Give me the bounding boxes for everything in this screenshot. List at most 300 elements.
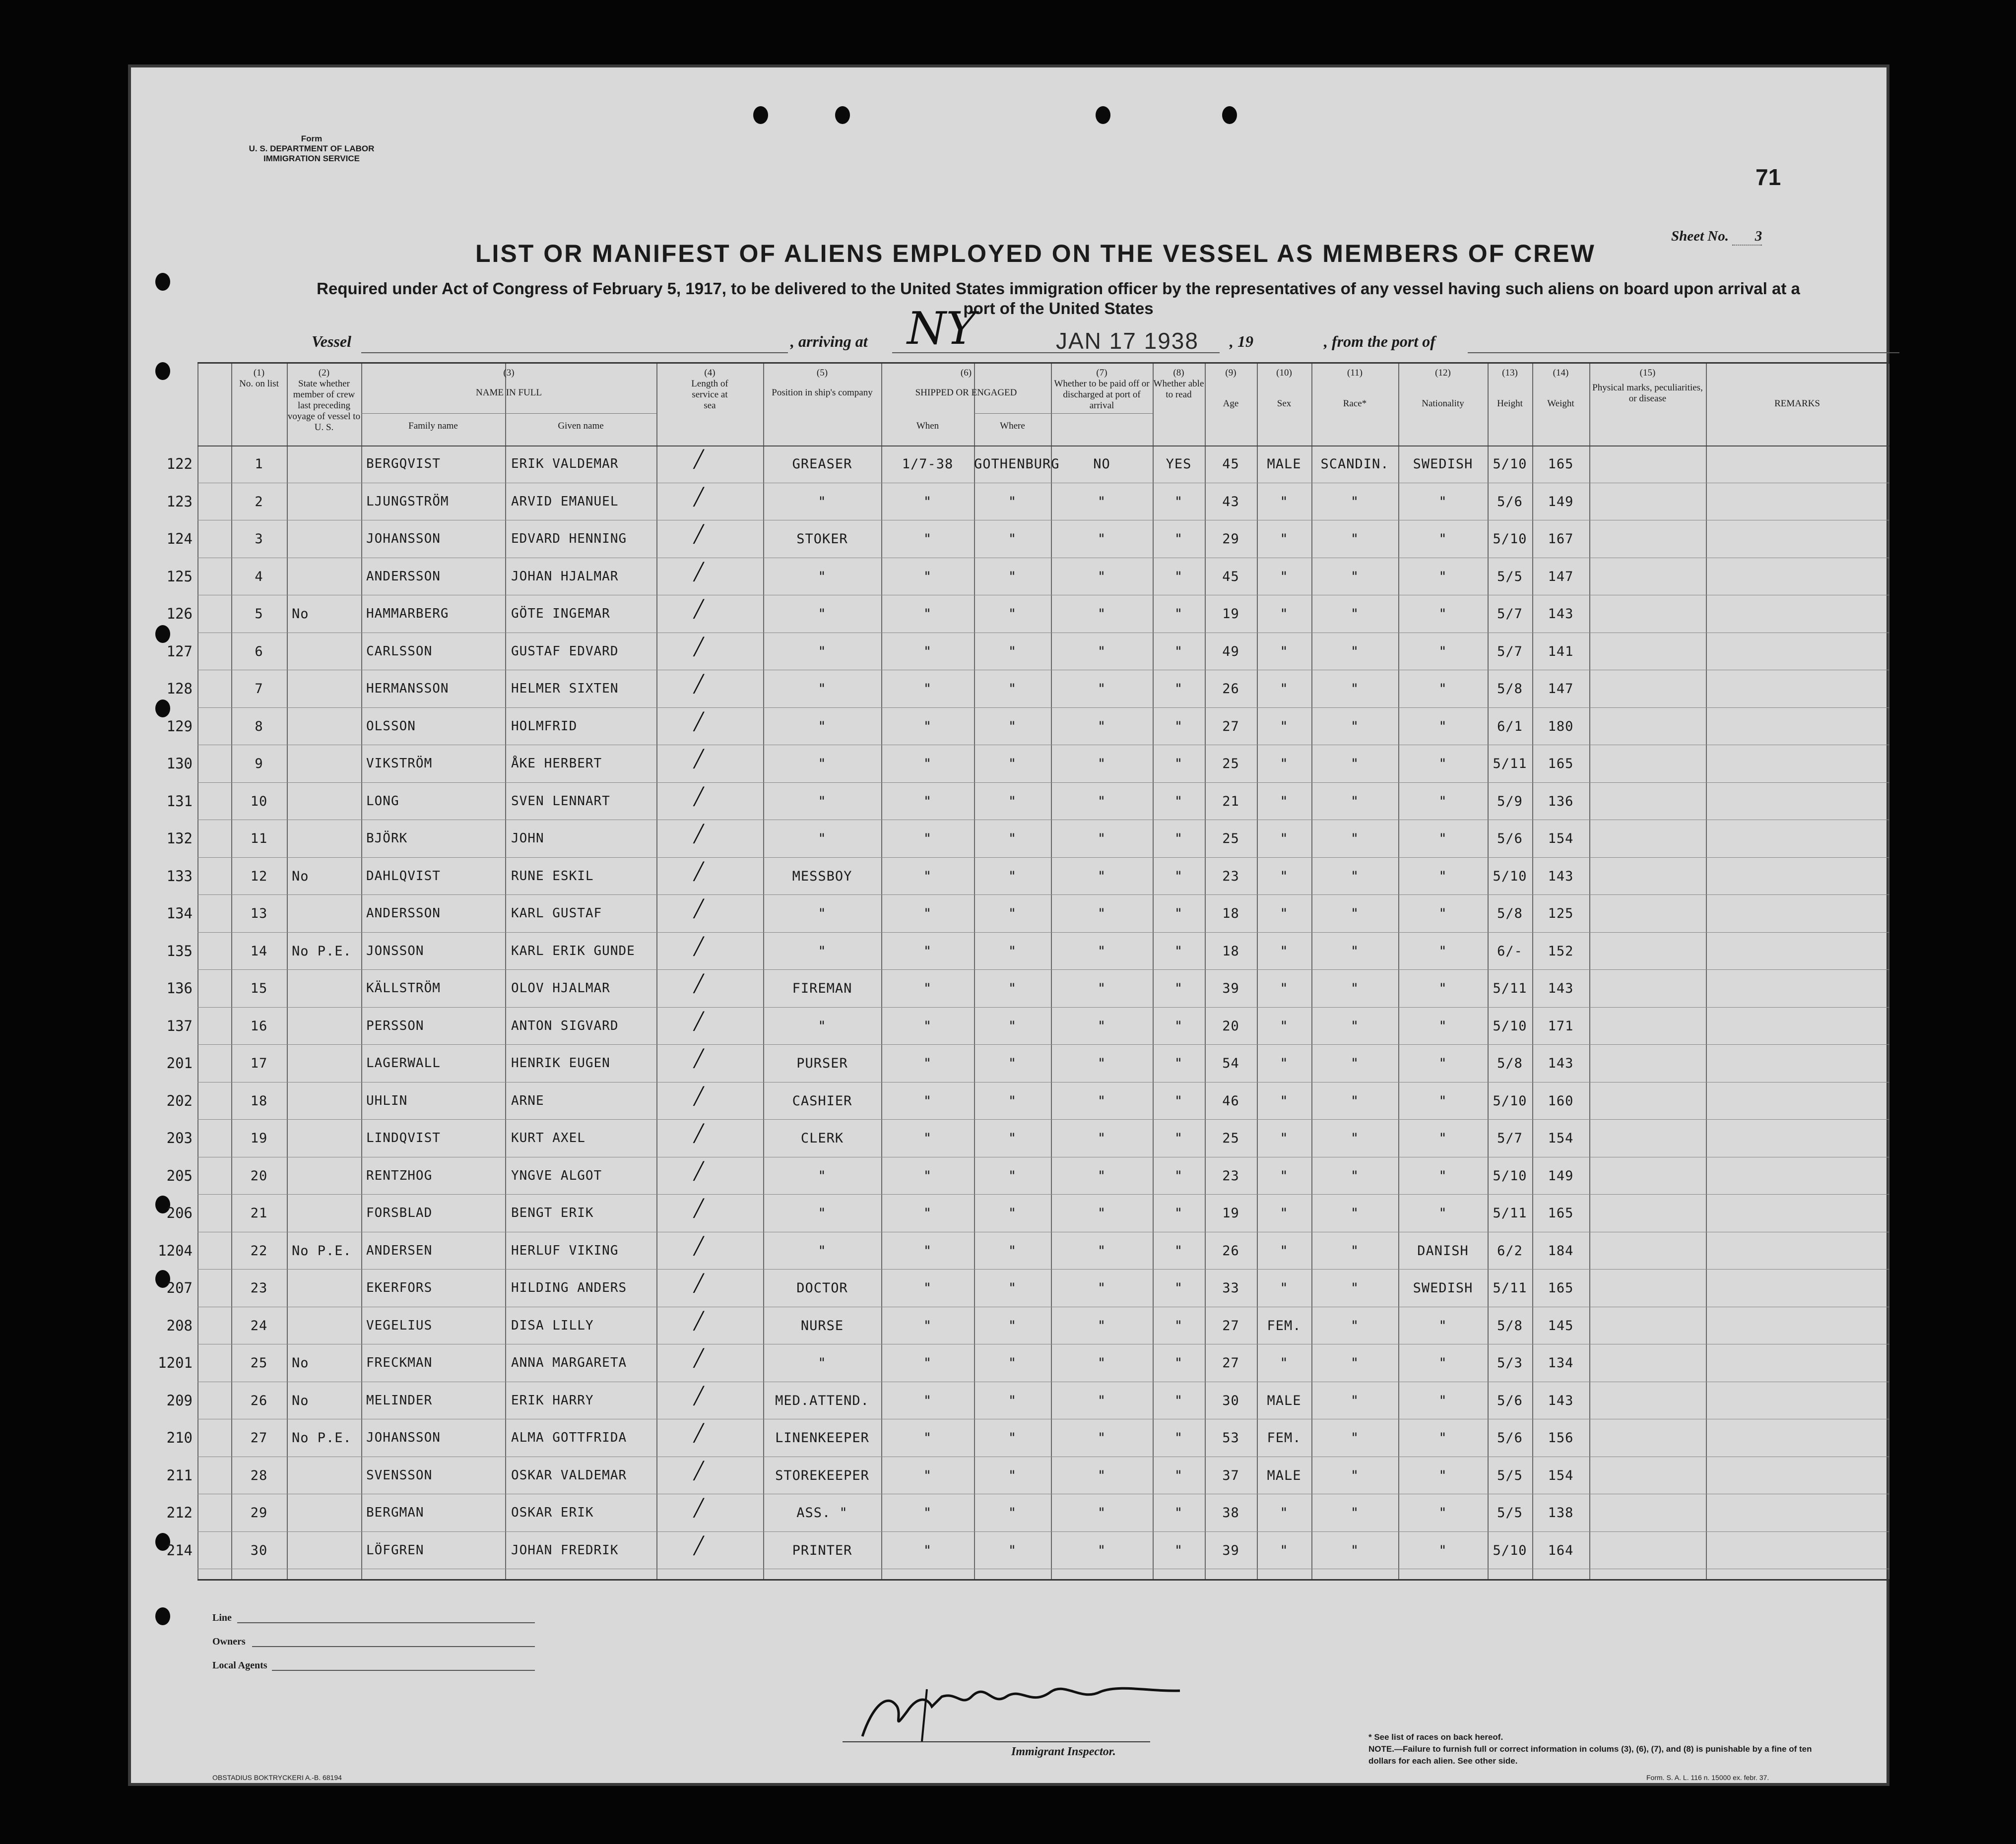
cell-read: " — [1174, 681, 1183, 697]
cell-when: " — [923, 1318, 932, 1334]
local-agents-field — [272, 1670, 535, 1671]
cell-when: " — [923, 681, 932, 697]
col-height-header — [1488, 368, 1532, 409]
cell-nationality: " — [1438, 981, 1447, 996]
cell-sex: " — [1280, 1131, 1289, 1146]
col-shipped-label: SHIPPED OR ENGAGED — [915, 387, 1017, 398]
service-check-mark: ╱ — [694, 899, 704, 919]
cell-weight: 143 — [1548, 1056, 1574, 1071]
margin-number: 212 — [166, 1504, 193, 1521]
cell-given-name: SVEN LENNART — [511, 793, 610, 809]
cell-nationality: " — [1438, 681, 1447, 697]
department-label: U. S. DEPARTMENT OF LABOR — [249, 144, 375, 153]
cell-family-name: LAGERWALL — [366, 1056, 441, 1071]
cell-weight: 154 — [1548, 1467, 1574, 1483]
cell-paid-off: NO — [1093, 456, 1110, 472]
cell-family-name: FORSBLAD — [366, 1206, 433, 1220]
cell-read: " — [1174, 1131, 1183, 1146]
cell-given-name: JOHAN HJALMAR — [511, 569, 619, 584]
cell-where: " — [1008, 831, 1017, 846]
cell-age: 18 — [1222, 906, 1239, 921]
cell-weight: 143 — [1548, 1393, 1574, 1408]
cell-no: 17 — [250, 1056, 268, 1071]
cell-family-name: LINDQVIST — [366, 1131, 441, 1145]
cell-age: 20 — [1222, 1018, 1239, 1034]
cell-position: FIREMAN — [792, 981, 852, 996]
cell-position: CASHIER — [792, 1093, 852, 1109]
cell-sex: " — [1280, 569, 1289, 584]
cell-paid-off: " — [1097, 1505, 1106, 1521]
table-row — [166, 1532, 1889, 1570]
cell-no: 10 — [250, 793, 268, 809]
cell-given-name: GÖTE INGEMAR — [511, 606, 610, 621]
service-check-mark: ╱ — [694, 1236, 704, 1256]
cell-position: LINENKEEPER — [775, 1430, 869, 1446]
service-check-mark: ╱ — [694, 1423, 704, 1443]
col-shipped-header — [881, 368, 1051, 398]
cell-height: 5/11 — [1493, 1280, 1527, 1296]
cell-given-name: HILDING ANDERS — [511, 1280, 627, 1295]
cell-age: 37 — [1222, 1467, 1239, 1483]
col-weight-label: Weight — [1547, 398, 1574, 409]
cell-weight: 136 — [1548, 793, 1574, 809]
cell-age: 39 — [1222, 1542, 1239, 1558]
form-footer: Form. S. A. L. 116 n. 15000 ex. febr. 37. — [1646, 1774, 1769, 1781]
cell-family-name: JONSSON — [366, 943, 424, 958]
cell-nationality: " — [1438, 1093, 1447, 1109]
cell-weight: 167 — [1548, 531, 1574, 547]
col-prev-num: (2) — [318, 368, 330, 378]
header-rule — [974, 413, 1153, 414]
cell-nationality: " — [1438, 906, 1447, 921]
cell-race: " — [1350, 681, 1360, 697]
margin-number: 205 — [166, 1167, 193, 1184]
cell-when: " — [923, 1056, 932, 1071]
cell-race: " — [1350, 1243, 1360, 1259]
cell-no: 25 — [250, 1355, 268, 1371]
margin-number: 131 — [166, 792, 193, 810]
cell-sex: " — [1280, 606, 1289, 622]
table-row — [166, 1270, 1889, 1307]
cell-nationality: " — [1438, 1355, 1447, 1371]
cell-height: 5/11 — [1493, 756, 1527, 771]
cell-paid-off: " — [1097, 1131, 1106, 1146]
cell-sex: " — [1280, 1243, 1289, 1259]
sheet-no-value: 3 — [1732, 228, 1762, 246]
cell-paid-off: " — [1097, 718, 1106, 734]
cell-age: 25 — [1222, 831, 1239, 846]
col-remarks-header: REMARKS — [1774, 398, 1820, 409]
cell-read: " — [1174, 494, 1183, 509]
cell-where: " — [1008, 1393, 1017, 1408]
cell-given-name: KARL ERIK GUNDE — [511, 943, 635, 958]
cell-family-name: ANDERSSON — [366, 569, 441, 584]
vessel-field — [361, 352, 788, 353]
cell-when: " — [923, 1243, 932, 1259]
cell-no: 6 — [255, 643, 263, 659]
col-nat-label: Nationality — [1422, 398, 1464, 409]
cell-sex: " — [1280, 756, 1289, 771]
cell-position: NURSE — [800, 1318, 844, 1334]
crew-table — [158, 362, 1889, 1581]
cell-position: STOKER — [796, 531, 848, 547]
margin-number: 210 — [166, 1429, 193, 1446]
cell-sex: " — [1280, 868, 1289, 884]
col-sex-label: Sex — [1277, 398, 1292, 409]
col-position-header — [763, 368, 881, 398]
cell-height: 5/8 — [1497, 906, 1523, 921]
cell-sex: " — [1280, 1206, 1289, 1221]
col-sex-num: (10) — [1276, 368, 1292, 378]
local-agents-label: Local Agents — [212, 1660, 267, 1671]
table-row — [158, 1344, 1889, 1382]
cell-race: " — [1350, 756, 1360, 771]
cell-race: " — [1350, 1355, 1360, 1371]
cell-height: 5/6 — [1497, 831, 1523, 846]
cell-position: " — [818, 681, 827, 697]
cell-paid-off: " — [1097, 531, 1106, 547]
cell-no: 18 — [250, 1093, 268, 1109]
cell-weight: 147 — [1548, 681, 1574, 697]
col-read-label: Whether able to read — [1153, 379, 1204, 400]
cell-family-name: LONG — [366, 793, 399, 809]
cell-race: " — [1350, 1430, 1360, 1446]
cell-when: " — [923, 1505, 932, 1521]
cell-no: 14 — [250, 943, 268, 959]
page-number: 71 — [1756, 164, 1781, 190]
margin-number: 123 — [166, 493, 193, 510]
cell-race: " — [1350, 606, 1360, 622]
cell-position: MED.ATTEND. — [775, 1393, 869, 1408]
col-sex-header — [1257, 368, 1311, 409]
cell-weight: 165 — [1548, 1206, 1574, 1221]
cell-age: 29 — [1222, 531, 1239, 547]
cell-weight: 156 — [1548, 1430, 1574, 1446]
table-row — [166, 1082, 1889, 1120]
cell-no: 23 — [250, 1280, 268, 1296]
cell-where: " — [1008, 531, 1017, 547]
col-age-num: (9) — [1225, 368, 1236, 378]
cell-nationality: " — [1438, 643, 1447, 659]
table-row — [166, 633, 1889, 671]
cell-weight: 145 — [1548, 1318, 1574, 1334]
cell-weight: 138 — [1548, 1505, 1574, 1521]
cell-paid-off: " — [1097, 868, 1106, 884]
cell-height: 5/7 — [1497, 1131, 1523, 1146]
table-row — [158, 1232, 1889, 1270]
cell-position: " — [818, 606, 827, 622]
cell-weight: 143 — [1548, 606, 1574, 622]
table-row — [166, 970, 1889, 1008]
service-check-mark: ╱ — [694, 1535, 704, 1556]
cell-sex: " — [1280, 1093, 1289, 1109]
cell-read: " — [1174, 1318, 1183, 1334]
cell-read: " — [1174, 606, 1183, 622]
cell-given-name: OLOV HJALMAR — [511, 981, 610, 996]
cell-nationality: " — [1438, 1018, 1447, 1034]
cell-weight: 165 — [1548, 1280, 1574, 1296]
cell-read: " — [1174, 1018, 1183, 1034]
date-stamp: JAN 17 1938 — [1056, 328, 1199, 354]
service-check-mark: ╱ — [694, 861, 704, 882]
cell-read: " — [1174, 1430, 1183, 1446]
cell-read: " — [1174, 1542, 1183, 1558]
owners-field — [252, 1646, 535, 1647]
cell-when: " — [923, 1393, 932, 1408]
cell-when: " — [923, 756, 932, 771]
cell-weight: 149 — [1548, 1168, 1574, 1184]
cell-paid-off: " — [1097, 643, 1106, 659]
cell-race: " — [1350, 1393, 1360, 1408]
col-paid-num: (7) — [1096, 368, 1107, 378]
col-physical-num: (15) — [1639, 368, 1656, 378]
cell-weight: 165 — [1548, 456, 1574, 472]
cell-height: 5/11 — [1493, 1206, 1527, 1221]
service-check-mark: ╱ — [694, 599, 704, 619]
page-title: LIST OR MANIFEST OF ALIENS EMPLOYED ON THE VESSEL AS MEMBERS OF CREW — [475, 240, 1596, 267]
cell-weight: 147 — [1548, 569, 1574, 584]
service-check-mark: ╱ — [694, 1199, 704, 1218]
cell-sex: " — [1280, 906, 1289, 921]
cell-read: " — [1174, 1093, 1183, 1109]
table-body — [158, 445, 1889, 1559]
margin-number: 132 — [166, 830, 193, 847]
service-check-mark: ╱ — [694, 1124, 704, 1144]
cell-given-name: HELMER SIXTEN — [511, 681, 619, 696]
cell-family-name: RENTZHOG — [366, 1168, 433, 1183]
service-check-mark: ╱ — [694, 974, 704, 994]
cell-when: " — [923, 906, 932, 921]
cell-sex: " — [1280, 1018, 1289, 1034]
punch-hole — [155, 273, 170, 291]
service-label: IMMIGRATION SERVICE — [263, 154, 360, 163]
punch-hole — [155, 699, 170, 717]
cell-where: " — [1008, 681, 1017, 697]
cell-race: SCANDIN. — [1320, 456, 1389, 472]
table-row — [166, 483, 1889, 521]
col-name-num: (3) — [503, 368, 515, 378]
inspector-line — [843, 1741, 1150, 1742]
cell-nationality: " — [1438, 494, 1447, 509]
subtitle: Required under Act of Congress of February 5, 1917, to be delivered to the United States immigration officer by the representatives of any vessel having such aliens on board upon arrival at a port of the United States — [317, 279, 1800, 318]
cell-paid-off: " — [1097, 1056, 1106, 1071]
footnote — [1368, 1731, 1825, 1767]
cell-weight: 180 — [1548, 718, 1574, 734]
cell-read: YES — [1166, 456, 1192, 472]
cell-age: 45 — [1222, 456, 1239, 472]
service-check-mark: ╱ — [694, 1011, 704, 1031]
cell-sex: " — [1280, 1168, 1289, 1184]
col-age-header — [1205, 368, 1257, 409]
cell-sex: MALE — [1267, 456, 1301, 472]
table-row — [166, 933, 1889, 970]
cell-age: 26 — [1222, 681, 1239, 697]
cell-weight: 171 — [1548, 1018, 1574, 1034]
cell-position: " — [818, 569, 827, 584]
cell-given-name: ALMA GOTTFRIDA — [511, 1430, 627, 1445]
cell-when: " — [923, 1355, 932, 1371]
cell-position: " — [818, 1206, 827, 1221]
col-physical-header — [1589, 368, 1706, 404]
cell-given-name: HENRIK EUGEN — [511, 1056, 610, 1071]
margin-number: 211 — [166, 1466, 193, 1484]
margin-number: 126 — [166, 605, 193, 622]
cell-given-name: JOHN — [511, 831, 544, 846]
margin-number: 136 — [166, 980, 193, 997]
service-check-mark: ╱ — [694, 1049, 704, 1069]
margin-number: 129 — [166, 717, 193, 735]
cell-no: 27 — [250, 1430, 268, 1446]
cell-when: " — [923, 831, 932, 846]
cell-where: " — [1008, 981, 1017, 996]
cell-race: " — [1350, 1542, 1360, 1558]
cell-nationality: " — [1438, 943, 1447, 959]
col-weight-header — [1532, 368, 1589, 409]
col-height-label: Height — [1497, 398, 1523, 409]
cell-where: GOTHENBURG — [974, 456, 1060, 472]
cell-family-name: CARLSSON — [366, 643, 433, 659]
cell-when: " — [923, 718, 932, 734]
cell-paid-off: " — [1097, 494, 1106, 509]
col-race-num: (11) — [1347, 368, 1363, 378]
cell-read: " — [1174, 981, 1183, 996]
service-check-mark: ╱ — [694, 1311, 704, 1331]
cell-height: 5/10 — [1493, 1542, 1527, 1558]
cell-when: " — [923, 1280, 932, 1296]
cell-prev-voyage: No — [292, 1393, 309, 1408]
cell-sex: " — [1280, 1355, 1289, 1371]
col-read-header — [1153, 368, 1205, 400]
cell-height: 5/10 — [1493, 868, 1527, 884]
cell-family-name: JOHANSSON — [366, 531, 441, 546]
col-paid-header — [1051, 368, 1153, 411]
cell-weight: 134 — [1548, 1355, 1574, 1371]
cell-age: 53 — [1222, 1430, 1239, 1446]
service-check-mark: ╱ — [694, 936, 704, 956]
cell-paid-off: " — [1097, 981, 1106, 996]
cell-family-name: ANDERSEN — [366, 1243, 433, 1258]
cell-height: 5/9 — [1497, 793, 1523, 809]
cell-nationality: DANISH — [1417, 1243, 1469, 1259]
form-label: Form — [301, 134, 323, 143]
table-row — [166, 1382, 1889, 1420]
cell-paid-off: " — [1097, 943, 1106, 959]
cell-where: " — [1008, 1318, 1017, 1334]
cell-no: 22 — [250, 1243, 268, 1259]
margin-number: 127 — [166, 642, 193, 660]
cell-paid-off: " — [1097, 906, 1106, 921]
service-check-mark: ╱ — [694, 786, 704, 807]
cell-position: STOREKEEPER — [775, 1467, 869, 1483]
cell-read: " — [1174, 1505, 1183, 1521]
col-weight-num: (14) — [1553, 368, 1569, 378]
margin-number: 1201 — [158, 1354, 193, 1371]
cell-nationality: " — [1438, 1542, 1447, 1558]
margin-number: 208 — [166, 1317, 193, 1334]
col-no-label: No. on list — [239, 379, 279, 389]
cell-no: 2 — [255, 494, 263, 509]
col-name-label: NAME IN FULL — [476, 387, 542, 398]
col-no-num: (1) — [253, 368, 265, 378]
cell-race: " — [1350, 1168, 1360, 1184]
cell-race: " — [1350, 494, 1360, 509]
cell-weight: 164 — [1548, 1542, 1574, 1558]
cell-sex: " — [1280, 943, 1289, 959]
cell-read: " — [1174, 906, 1183, 921]
cell-position: MESSBOY — [792, 868, 852, 884]
cell-given-name: ERIK VALDEMAR — [511, 456, 619, 471]
cell-family-name: UHLIN — [366, 1093, 408, 1108]
service-check-mark: ╱ — [694, 824, 704, 844]
cell-where: " — [1008, 1056, 1017, 1071]
service-check-mark: ╱ — [694, 749, 704, 769]
margin-number: 203 — [166, 1130, 193, 1146]
col-nat-num: (12) — [1435, 368, 1451, 378]
table-row — [166, 1307, 1889, 1345]
fine-note: NOTE.—Failure to furnish full or correct information in colums (3), (6), (7), and (8) is punishable by a fine of ten dollars for each alien. See other side. — [1368, 1744, 1812, 1766]
cell-read: " — [1174, 1168, 1183, 1184]
cell-where: " — [1008, 943, 1017, 959]
cell-read: " — [1174, 1206, 1183, 1221]
cell-height: 5/6 — [1497, 1430, 1523, 1446]
cell-paid-off: " — [1097, 1280, 1106, 1296]
service-check-mark: ╱ — [694, 711, 704, 732]
cell-sex: " — [1280, 1505, 1289, 1521]
table-row — [166, 520, 1889, 558]
cell-read: " — [1174, 643, 1183, 659]
cell-paid-off: " — [1097, 831, 1106, 846]
cell-family-name: HERMANSSON — [366, 681, 449, 696]
cell-given-name: ERIK HARRY — [511, 1393, 594, 1408]
col-height-num: (13) — [1502, 368, 1518, 378]
cell-paid-off: " — [1097, 1093, 1106, 1109]
margin-number: 122 — [166, 455, 193, 472]
service-check-mark: ╱ — [694, 1386, 704, 1406]
cell-family-name: MELINDER — [366, 1393, 433, 1408]
margin-number: 135 — [166, 942, 193, 959]
cell-nationality: " — [1438, 1430, 1447, 1446]
cell-position: " — [818, 756, 827, 771]
cell-no: 26 — [250, 1393, 268, 1408]
cell-when: " — [923, 1467, 932, 1483]
col-age-label: Age — [1223, 398, 1239, 409]
header-rule — [361, 413, 656, 414]
margin-number: 206 — [166, 1205, 193, 1221]
cell-when: 1/7-38 — [902, 456, 954, 472]
cell-where: " — [1008, 569, 1017, 584]
cell-race: " — [1350, 1131, 1360, 1146]
col-prev-header — [287, 368, 361, 433]
cell-where: " — [1008, 494, 1017, 509]
cell-position: PURSER — [796, 1056, 848, 1071]
punch-hole — [1222, 106, 1237, 124]
cell-read: " — [1174, 756, 1183, 771]
cell-position: " — [818, 906, 827, 921]
margin-number: 137 — [166, 1017, 193, 1034]
cell-when: " — [923, 868, 932, 884]
cell-when: " — [923, 1131, 932, 1146]
cell-paid-off: " — [1097, 793, 1106, 809]
cell-family-name: DAHLQVIST — [366, 868, 441, 884]
cell-age: 33 — [1222, 1280, 1239, 1296]
cell-weight: 149 — [1548, 494, 1574, 509]
cell-position: " — [818, 1355, 827, 1371]
cell-race: " — [1350, 1093, 1360, 1109]
cell-weight: 125 — [1548, 906, 1574, 921]
cell-when: " — [923, 494, 932, 509]
cell-sex: " — [1280, 718, 1289, 734]
punch-hole — [835, 106, 850, 124]
